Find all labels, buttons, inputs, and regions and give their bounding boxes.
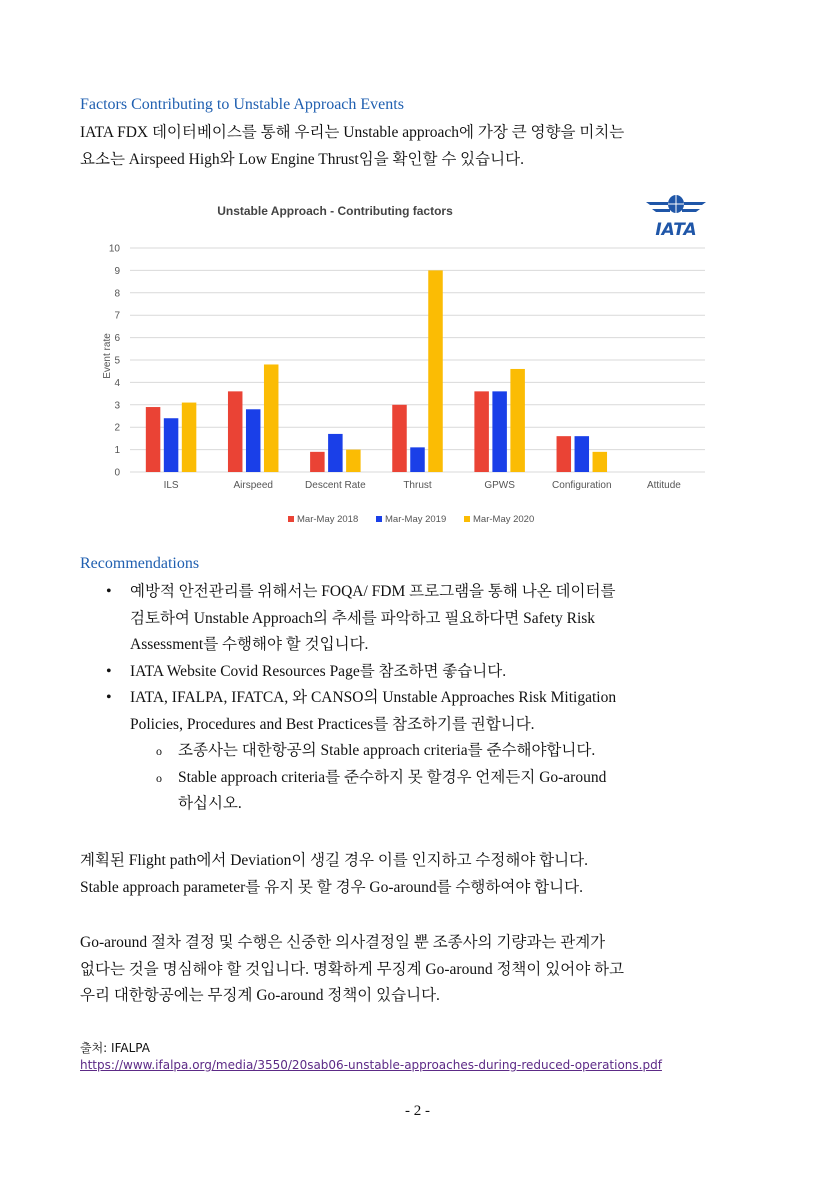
- chart-bar: [246, 409, 261, 472]
- paragraph-line: 계획된 Flight path에서 Deviation이 생길 경우 이를 인지하고 수정해야 합니다.: [80, 852, 588, 869]
- legend-swatch: [464, 516, 470, 522]
- chart-svg: [80, 190, 750, 540]
- legend-swatch: [288, 516, 294, 522]
- chart-bar: [492, 391, 507, 472]
- legend-label: Mar-May 2020: [473, 514, 535, 525]
- chart-x-tick-label: Thrust: [403, 480, 432, 491]
- chart-bar: [593, 452, 608, 472]
- subitem-line: 하십시오.: [178, 795, 242, 812]
- source-citation: [80, 1040, 662, 1074]
- chart-y-tick-label: 0: [114, 467, 120, 479]
- chart-y-tick-label: 7: [114, 310, 120, 322]
- paragraph-line: 없다는 것을 명심해야 할 것입니다. 명확하게 무징계 Go-around 정책이 있어야 하고: [80, 960, 624, 978]
- chart-bar: [510, 369, 524, 472]
- recommendations-list: [80, 579, 760, 818]
- intro-paragraph: [80, 120, 750, 173]
- chart-y-tick-label: 3: [114, 400, 120, 412]
- page-number: - 2 -: [405, 1103, 430, 1119]
- chart-bar: [328, 434, 343, 472]
- chart-x-tick-label: GPWS: [484, 480, 515, 491]
- chart-gridlines: [130, 248, 705, 472]
- chart-legend: [288, 514, 534, 525]
- chart-bar: [474, 391, 489, 472]
- flight-path-paragraph: [80, 848, 750, 901]
- recommendations-title: Recommendations: [80, 555, 200, 572]
- go-around-paragraph: [80, 930, 750, 1010]
- chart-y-tick-label: 10: [108, 243, 120, 255]
- chart-x-tick-label: ILS: [163, 480, 179, 491]
- chart-bars: [146, 270, 607, 472]
- chart-x-tick-label: Airspeed: [233, 480, 273, 491]
- legend-label: Mar-May 2018: [297, 514, 359, 525]
- contributing-factors-chart: [80, 190, 750, 540]
- subitem-line: o Stable approach criteria를 준수하지 못 할경우 언제든지 Go-around: [178, 768, 607, 786]
- recommendation-item: [80, 579, 760, 659]
- chart-y-tick-label: 8: [114, 288, 120, 300]
- chart-bar: [410, 447, 425, 472]
- recommendation-item: [80, 685, 760, 818]
- chart-bar: [428, 270, 443, 472]
- chart-y-tick-label: 9: [114, 265, 120, 277]
- chart-bar: [264, 364, 279, 472]
- subitem-line: o 조종사는 대한항공의 Stable approach criteria를 준수해야합니다.: [178, 742, 596, 759]
- chart-title: Unstable Approach - Contributing factors: [217, 204, 453, 218]
- chart-y-tick-label: 2: [114, 422, 120, 434]
- recommendation-line: • IATA Website Covid Resources Page를 참조하면 좋습니다.: [130, 662, 507, 680]
- legend-swatch: [376, 516, 382, 522]
- recommendation-item: [80, 659, 760, 686]
- paragraph-line: Stable approach parameter를 유지 못 할 경우 Go-around를 수행하여야 합니다.: [80, 878, 583, 896]
- chart-x-tick-label: Attitude: [646, 480, 681, 491]
- recommendation-line: Assessment를 수행해야 할 것입니다.: [130, 636, 369, 653]
- chart-bar: [346, 450, 361, 472]
- chart-bar: [228, 391, 243, 472]
- chart-y-tick-label: 6: [114, 333, 120, 345]
- section-title: Factors Contributing to Unstable Approach Events: [80, 96, 404, 113]
- paragraph-line: Go-around 절차 결정 및 수행은 신중한 의사결정일 뿐 조종사의 기량과는 관계가: [80, 934, 606, 951]
- source-label: 출처: IFALPA: [80, 1041, 150, 1055]
- chart-bar: [557, 436, 572, 472]
- recommendation-subitem: [130, 738, 760, 765]
- intro-line: 요소는 Airspeed High와 Low Engine Thrust임을 확인할 수 있습니다.: [80, 150, 524, 168]
- chart-bar: [164, 418, 179, 472]
- chart-bar: [182, 403, 197, 472]
- chart-y-tick-label: 1: [114, 445, 120, 457]
- chart-y-tick-label: 5: [114, 355, 120, 367]
- chart-x-tick-label: Descent Rate: [305, 480, 366, 491]
- chart-y-axis-label: Event rate: [102, 333, 113, 379]
- legend-label: Mar-May 2019: [385, 514, 447, 525]
- chart-bar: [310, 452, 325, 472]
- iata-logo: [646, 195, 706, 240]
- recommendation-line: 검토하여 Unstable Approach의 추세를 파악하고 필요하다면 Safety Risk: [130, 609, 596, 627]
- paragraph-line: 우리 대한항공에는 무징계 Go-around 정책이 있습니다.: [80, 987, 440, 1004]
- recommendation-line: • IATA, IFALPA, IFATCA, 와 CANSO의 Unstable Approaches Risk Mitigation: [130, 689, 617, 706]
- chart-bar: [146, 407, 161, 472]
- source-link[interactable]: https://www.ifalpa.org/media/3550/20sab06-unstable-approaches-during-reduced-operations.pdf: [80, 1058, 662, 1072]
- chart-x-tick-label: Configuration: [552, 480, 612, 491]
- chart-x-ticks: [164, 480, 682, 491]
- iata-globe-icon: [646, 195, 706, 213]
- logo-text: IATA: [655, 220, 697, 240]
- recommendation-subitem: [130, 765, 760, 818]
- recommendation-line: • 예방적 안전관리를 위해서는 FOQA/ FDM 프로그램을 통해 나온 데이터를: [130, 583, 616, 600]
- chart-bar: [392, 405, 407, 472]
- recommendation-line: Policies, Procedures and Best Practices를 참조하기를 권합니다.: [130, 715, 535, 733]
- chart-bar: [575, 436, 590, 472]
- chart-y-tick-label: 4: [114, 377, 120, 389]
- recommendation-sublist: [130, 738, 760, 818]
- intro-line: IATA FDX 데이터베이스를 통해 우리는 Unstable approach에 가장 큰 영향을 미치는: [80, 124, 625, 141]
